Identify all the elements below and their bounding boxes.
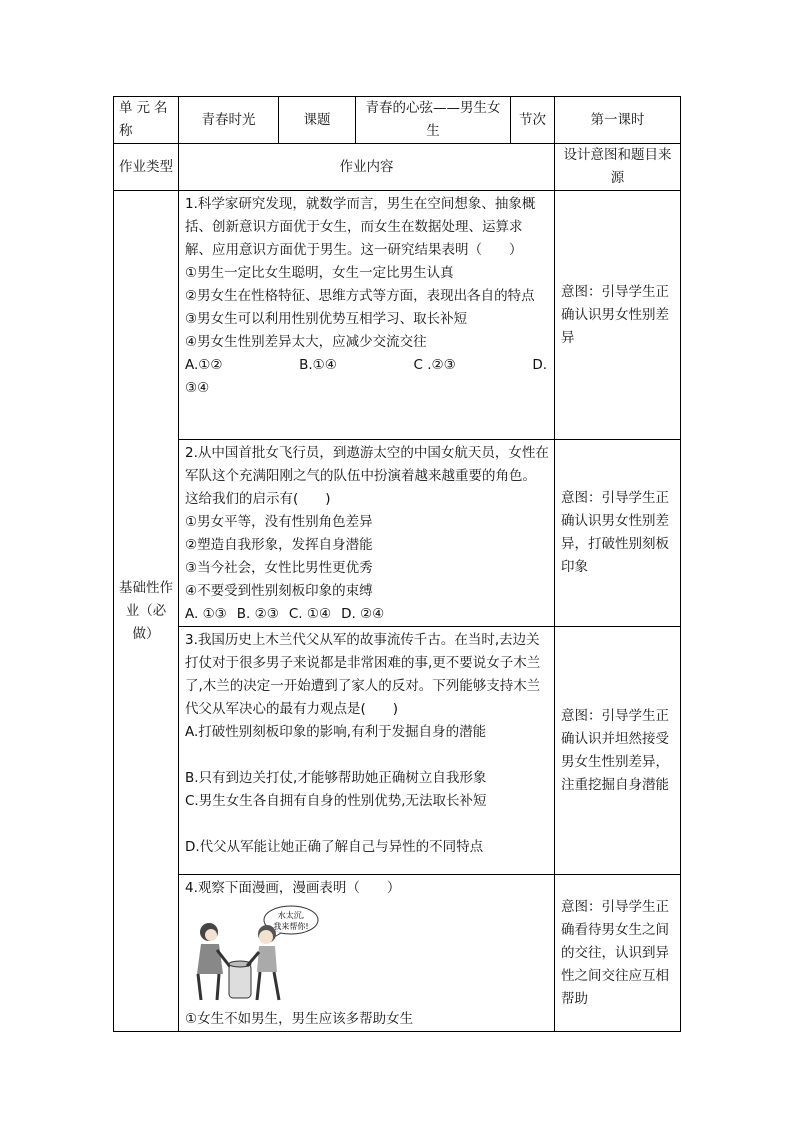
question-item: ①男生一定比女生聪明，女生一定比男生认真 [185,265,454,281]
question-content [179,875,555,1032]
question-content [179,627,555,875]
question-item: ②男女生在性格特征、思维方式等方面，表现出各自的特点 [185,288,535,304]
answer-choices [185,603,549,626]
choice-d: D. ②④ [341,606,385,622]
question-item: ②塑造自我形象，发挥自身潜能 [185,537,373,553]
intent-cell: 意图：引导学生正确认识男女性别差异，打破性别刻板印象 [555,440,681,627]
question-stem: 2.从中国首批女飞行员，到遨游太空的中国女航天员，女性在军队这个充满阳刚之气的队伍中扮演着越来越重要的角色。这给我们的启示有( ) [185,445,549,507]
option-c: C.男生女生各自拥有自身的性别优势,无法取长补短 [185,793,487,809]
question-stem: 3.我国历史上木兰代父从军的故事流传千古。在当时,去边关打仗对于很多男子来说都是非常困难的事,更不要说女子木兰了,木兰的决定一开始遭到了家人的反对。下列能够支持木兰代父从军决心的最有力观点是( ) [185,632,541,717]
homework-table [113,96,681,1032]
choice-c: C. ①④ [288,606,332,622]
category-cell: 基础性作业（必做） [114,191,179,1032]
question-item: ①女生不如男生，男生应该多帮助女生 [185,1011,414,1027]
option-b: B.只有到边关打仗,才能够帮助她正确树立自我形象 [185,770,487,786]
period-label: 节次 [511,97,555,144]
choice-a: A. ①③ [185,606,227,622]
question-content [179,440,555,627]
lesson-value: 青春的心弦——男生女生 [356,97,511,144]
bubble-line-1: 水太沉, [277,911,305,920]
type-column-header: 作业类型 [114,144,179,191]
unit-label: 单元名称 [114,97,179,144]
option-d: D.代父从军能让她正确了解自己与异性的不同特点 [185,839,484,855]
cartoon-illustration [189,902,319,1006]
unit-value: 青春时光 [179,97,279,144]
question-row [114,627,681,875]
option-a: A.打破性别刻板印象的影响,有利于发掘自身的潜能 [185,724,487,740]
intent-column-header: 设计意图和题目来源 [555,144,681,191]
period-value: 第一课时 [555,97,681,144]
bubble-line-2: 我来帮你! [273,922,309,931]
question-content [179,191,555,440]
intent-cell: 意图：引导学生正确看待男女生之间的交往，认识到异性之间交往应互相帮助 [555,875,681,1032]
blank-line [185,813,549,836]
choice-b: B. ②③ [236,606,279,622]
question-item: ③男女生可以利用性别优势互相学习、取长补短 [185,311,468,327]
question-item: ③当今社会，女性比男性更优秀 [185,560,373,576]
question-item: ①男女平等，没有性别角色差异 [185,514,373,530]
question-row [114,875,681,1032]
question-item: ④男女生性别差异太大，应减少交流交往 [185,334,427,350]
intent-cell: 意图：引导学生正确认识男女性别差异 [555,191,681,440]
choice-b: B.①④ [299,357,337,373]
question-row [114,440,681,627]
question-row [114,191,681,440]
content-column-header: 作业内容 [179,144,555,191]
blank-line [185,744,549,767]
question-item: ④不要受到性别刻板印象的束缚 [185,583,373,599]
choice-a: A.①② [185,357,223,373]
column-header-row [114,144,681,191]
answer-choices [185,354,549,377]
choice-d: D. [532,357,547,373]
choice-d-continued: ③④ [185,380,210,396]
lesson-label: 课题 [279,97,356,144]
intent-cell: 意图：引导学生正确认识并坦然接受男女生性别差异，注重挖掘自身潜能 [555,627,681,875]
question-stem: 4.观察下面漫画，漫画表明（ ） [185,880,401,896]
choice-c: C .②③ [413,357,456,373]
question-stem: 1.科学家研究发现，就数学而言，男生在空间想象、抽象概括、创新意识方面优于女生，而女生在数据处理、运算求解、应用意识方面优于男生。这一研究结果表明（ ） [185,196,536,258]
header-row [114,97,681,144]
